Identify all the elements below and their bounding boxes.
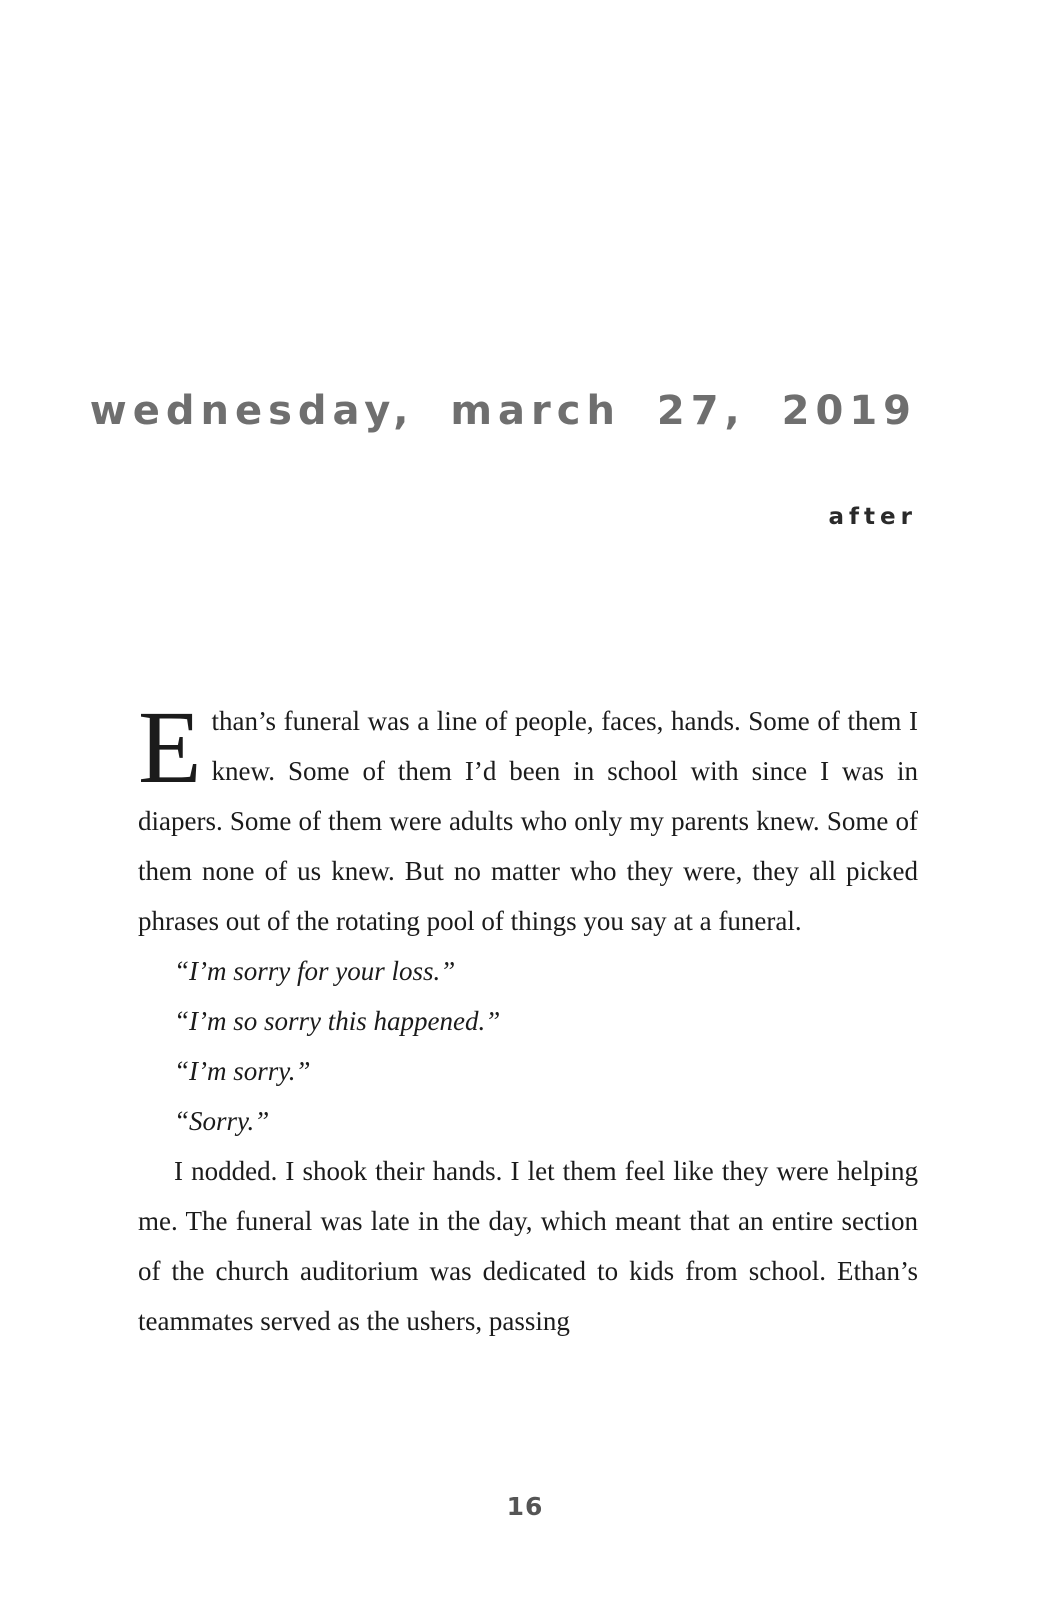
chapter-date-heading: wednesday, march 27, 2019 (89, 388, 917, 434)
page-number: 16 (506, 1492, 544, 1521)
paragraph-1-text: than’s funeral was a line of people, faces, hands. Some of them I knew. Some of them I’d been in school with since I was in diapers. Some of them were adults who only my parents knew. Some of them none of us knew. But no matter who they were, they all picked phrases out of the rotating pool of things you say at a funeral. (138, 706, 918, 936)
paragraph-1 (138, 690, 918, 946)
quote-line-1: “I’m sorry for your loss.” (174, 956, 456, 986)
paragraph-2: I nodded. I shook their hands. I let them feel like they were helping me. The funeral was late in the day, which meant that an entire section of the church auditorium was dedicated to kids from school. Ethan’s teammates served as the ushers, passing (138, 1156, 918, 1336)
quote-line-2: “I’m so sorry this happened.” (174, 1006, 501, 1036)
chapter-subtitle: after (828, 504, 917, 530)
quote-line-3: “I’m sorry.” (174, 1056, 311, 1086)
drop-cap: E (138, 690, 202, 805)
quote-line-4: “Sorry.” (174, 1106, 270, 1136)
body-text (138, 690, 918, 1346)
